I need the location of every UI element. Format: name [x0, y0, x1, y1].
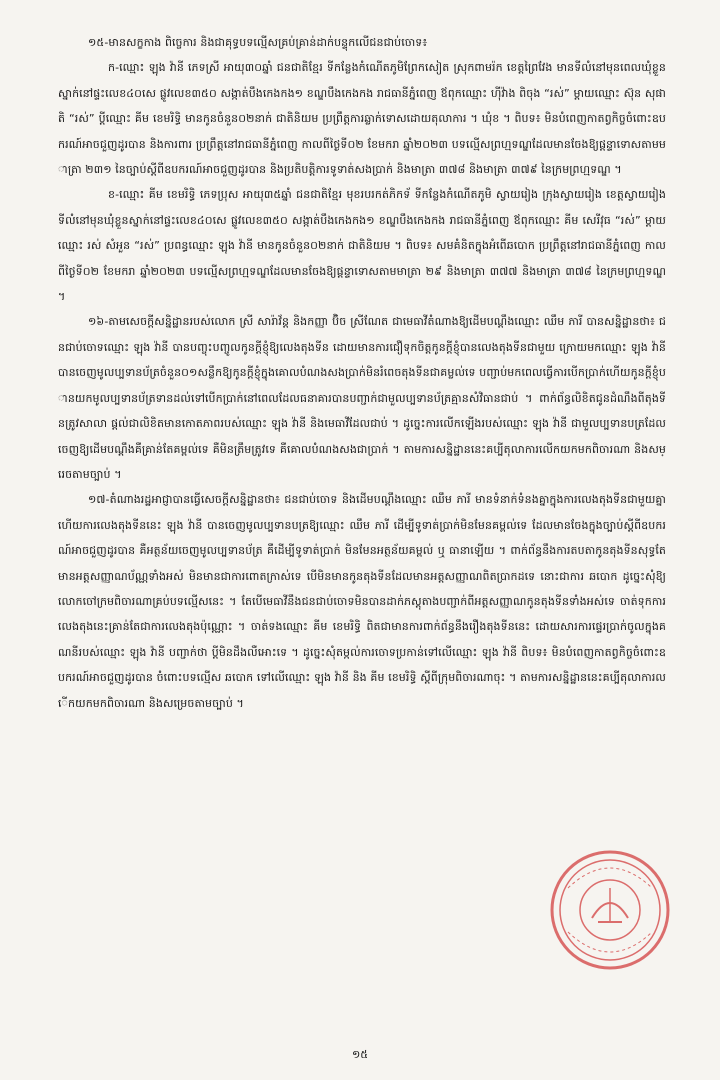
document-body — [58, 30, 666, 716]
paragraph-17: ១៧-តំណាងរដ្ឋអាជ្ញាបានធ្វើសេចក្ដីសន្និដ្ឋានថា៖ ជនជាប់ចោទ និងដើមបណ្ដឹងឈ្មោះ ឈឹម ភារី មានទំនាក់ទំនងគ្នាក្នុងការលេងតុងទីនជាមួយគ្នា ហើយការលេងតុងទីននេះ ឡុង វ៉ានី បានចេញមូលប្បទានបត្រឱ្យឈ្មោះ ឈឹម ភារី ដើម្បីទូទាត់ប្រាក់មិនមែនគម្ពល់ទេ ដែលមានចែងក្នុងច្បាប់ស្តីពីឧបករណ៍អាចជួញដូរបាន គឺអត្ថន័យចេញមូលប្បទានប័ត្រ គឺដើម្បីទូទាត់ប្រាក់ មិនមែនអត្ថន័យគម្ពល់ ឬ ធានាឡើយ ។ ពាក់ព័ន្ធនឹងការតបតាកូនតុងទីនសុទ្ធតែមានអត្តសញ្ញាណប័ណ្ណទាំងអស់ មិនមានជាការពោតក្រាស់ទេ បើមិនមានកូនតុងទីនដែលមានអត្តសញ្ញាណពិតប្រាកដទេ នោះជាការ ឆបោក ដូច្នេះសុំឱ្យលោកចៅក្រមពិចារណាគ្រប់បទល្មើសនេះ ។ តែបើមេធាវីនឹងជនជាប់ចោទមិនបានដាក់ភស្តុតាងបញ្ជាក់ពីអត្តសញ្ញាណកូនតុងទីនទាំងអស់ទេ ចាត់ទុកការលេងតុងនេះគ្រាន់តែជាការលេងតុងប៉ុណ្ណោះ ។ ចាត់ទងឈ្មោះ គីម ខេមរិទ្ធិ ពិតជាមានការពាក់ព័ន្ធនឹងរឿងតុងទីននេះ ដោយសារការផ្ទេរប្រាក់ចូលក្នុងគណនីរបស់ឈ្មោះ ឡុង វ៉ានី បញ្ជាក់ថា ប្តីមិនដឹងលឺអោះទេ ។ ដូច្នេះសុំតម្កល់ការចោទប្រកាន់ទៅលើឈ្មោះ ឡុង វ៉ានី ពិបទ៖ មិនបំពេញកាតព្វកិច្ចចំពោះឧបករណ៍អាចជួញដូរបាន ចំពោះបទល្មើស ឆបោក ទៅលើឈ្មោះ ឡុង វ៉ានី និង គីម ខេមរិទ្ធិ ស្ដីពីក្រុមពិចារណាចុះ ។ តាមការសន្និដ្ឋាននេះគប្បីតុលាការលើកយកមកពិចារណា និងសម្រេចតាមច្បាប់ ។ — [58, 493, 666, 710]
paragraph-15: ១៥-មានសក្ខកាង ពិច្ចេការ និងជាគុទ្ធបទល្មើសគ្រប់គ្រាន់ដាក់បន្ទុកលើជនជាប់ចោទ៖ — [88, 36, 428, 49]
paragraph-16: ១៦-តាមសេចក្ដីសន្និដ្ឋានរបស់លោក ស្រី សារ៉ាវ័ន្ត និងកញ្ញា ប៊ិច ស្រីណែត ជាមេធាវីតំណាងឱ្យដើមបណ្តឹងឈ្មោះ ឈឹម ភារី បានសន្និដ្ឋានថា៖ ជនជាប់ចោទឈ្មោះ ឡុង វ៉ានី បានបញ្ចុះបញ្ចូលកូនក្ដីខ្ញុំឱ្យលេងតុងទីន ដោយមានការជឿទុកចិត្តកូនក្តីខ្ញុំបានលេងតុងទីនជាមួយ ក្រោយមកឈ្មោះ ឡុង វ៉ានី បានចេញមូលប្បទានប័ត្រចំនួន០១សន្លឹកឱ្យកូនក្ដីខ្ញុំក្នុងគោលបំណងសងប្រាក់មិនរំពេចតុងទីនជាគម្លល់ទេ បញ្ជាប់មកពេលធ្វើការបើកប្រាក់ហើយកូនក្តីខ្ញុំបានយកមូលប្បទានប័ត្រទានដល់ទៅបើកប្រាក់នៅពេលដែលធនាគារបានបញ្ជាក់ជាមួលប្បទានប័ត្រគ្មានសំវិធានជាប់ ។ ពាក់ព័ន្ធលិខិតជូនដំណឹងពីតុងទីនត្រូវសាលា ផ្តល់ជាលិខិតមានកោតភាពរបស់ឈ្មោះ ឡុង វ៉ានី និងមេធាវីដែលជាប់ ។ ដូច្នេះការលើកឡើងរបស់ឈ្មោះ ឡុង វ៉ានី ជាមួលប្បទានបត្រដែលចេញឱ្យដើមបណ្តឹងគឺគ្រាន់តែគម្ពល់ទេ គឺមិនត្រឹមត្រូវទេ គឺគោលបំណងសងជាប្រាក់ ។ តាមការសន្និដ្ឋាននេះគប្បីតុលាការលើកយកមកពិចារណា និងសម្រេចតាមច្បាប់ ។ — [58, 315, 666, 481]
page-number: ១៥ — [351, 1048, 369, 1061]
paragraph-15-b: ខ-ឈ្មោះ គីម ខេមរិទ្ធិ ភេទប្រុស អាយុ៣៥ឆ្នាំ ជនជាតិខ្មែរ មុខរបរកត់ភិកទ័ ទីកន្លែងកំណើតភូមិ ស្វាយរៀង ក្រុងស្វាយរៀង ខេត្តស្វាយរៀង ទីលំនៅមុនឃុំខ្លួនស្នាក់នៅផ្ទះលេខ៤០សេ ផ្លូវលេខ៣៥០ សង្កាត់បឹងកេងកង១ ខណ្ឌបឹងកេងកង រាជធានីភ្នំពេញ ឪពុកឈ្មោះ គីម សេរីវុធ “រស់” ម្ដាយឈ្មោះ រស់ សំអួន “រស់” ប្រពន្ធឈ្មោះ ឡុង វ៉ានី មានកូនចំនួន០២នាក់ ជាតិនិយម ។ ពិបទ៖ សមគំនិតក្នុងអំពើឆបោក ប្រព្រឹត្តនៅរាជធានីភ្នំពេញ កាលពីថ្ងៃទី០២ ខែមករា ឆ្នាំ២០២៣ បទល្មើសព្រហ្មទណ្ឌដែលមានចែងឱ្យផ្ដន្ទាទោសតាមមាត្រា ២៩ និងមាត្រា ៣៧៧ និងមាត្រា ៣៧៨ នៃក្រមព្រហ្មទណ្ឌ ។ — [58, 188, 666, 304]
court-seal-icon — [548, 848, 672, 972]
paragraph-15-a: ក-ឈ្មោះ ឡុង វ៉ានី ភេទស្រី អាយុ៣០ឆ្នាំ ជនជាតិខ្មែរ ទីកន្លែងកំណើតភូមិព្រែកសៀត ស្រុកពាមរ៉ក ខេត្តព្រៃវែង មានទីលំនៅមុនពេលឃុំខ្លួនស្នាក់នៅផ្ទះលេខ៤០សេ ផ្លូវលេខ៣៥០ សង្កាត់បឹងកេងកង១ ខណ្ឌបឹងកេងកង រាជធានីភ្នំពេញ ឪពុកឈ្មោះ ហ៊ីវ៉ាង ពិចុង “រស់” ម្ដាយឈ្មោះ ស៊ុន សុផាតិ “រស់” ប្តីឈ្មោះ គីម ខេមរិទ្ធិ មានកូនចំនួន០២នាក់ ជាតិនិយម ប្រព្រឹត្តការឆ្លាក់ទោសដោយតុលាការ ។ ឃុំខ ។ ពិបទ៖ មិនបំពេញកាតព្វកិច្ចចំពោះឧបករណ៍អាចជួញដូរបាន និងការពារ ប្រព្រឹត្តនៅរាជធានីភ្នំពេញ កាលពីថ្ងៃទី០២ ខែមករា ឆ្នាំ២០២៣ បទល្មើសព្រហ្មទណ្ឌដែលមានចែងឱ្យផ្ដន្ទាទោសតាមមាត្រា ២៣១ នៃច្បាប់ស្តីពីឧបករណ៍អាចជួញដូរបាន និងប្រតិបត្តិការទូទាត់សងប្រាក់ និងមាត្រា ៣៧៨ និងមាត្រា ៣៧៩ នៃក្រមព្រហ្មទណ្ឌ ។ — [58, 61, 666, 177]
